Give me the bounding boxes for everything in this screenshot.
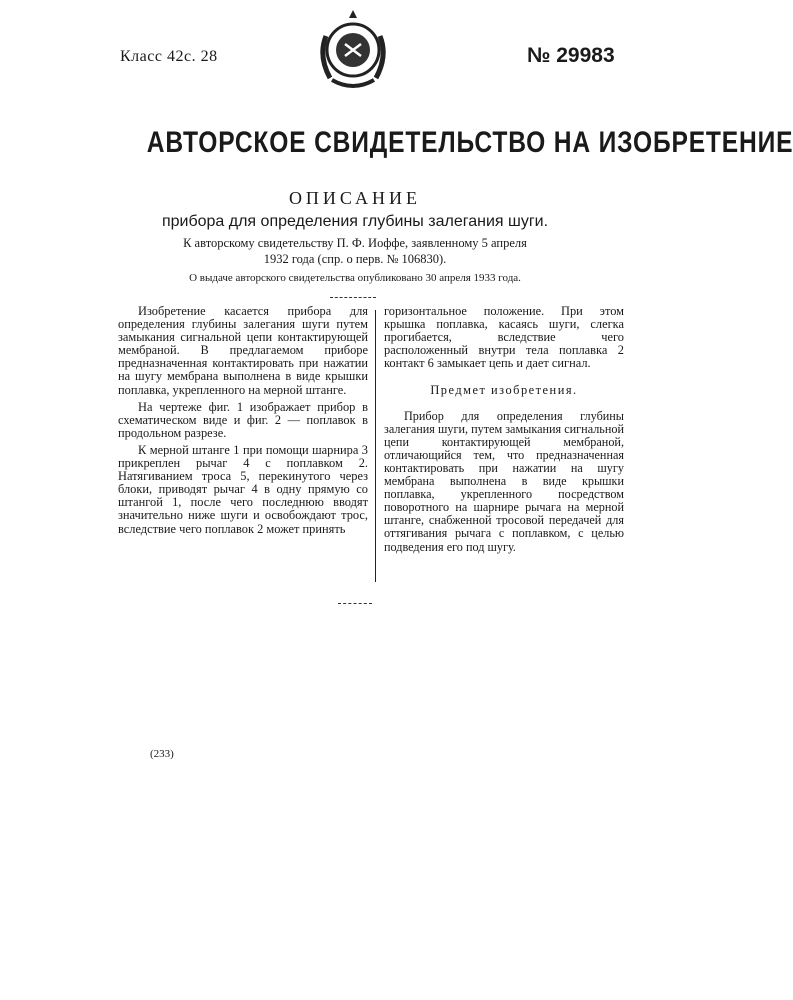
publication-note: О выдаче авторского свидетельства опубликовано 30 апреля 1933 года. bbox=[189, 272, 521, 284]
paragraph-mechanism: К мерной штанге 1 при помощи шарнира 3 прикреплен рычаг 4 с поплавком 2. Натягиванием троса 5, перекинутого через блоки, приводят рычаг 4 в одну прямую со штангой 1, после чего последнюю вводят значительно ниже шуги и освобождают трос, вследствие чего поплавок 2 может принять bbox=[118, 442, 368, 536]
print-code: (233) bbox=[150, 748, 174, 760]
invention-subtitle: прибора для определения глубины залегания шуги. bbox=[161, 213, 549, 230]
claim-heading: Предмет изобретения. bbox=[430, 383, 578, 398]
reference-line-2: 1932 года (спр. о перв. № 106830). bbox=[263, 252, 447, 266]
right-column bbox=[384, 305, 624, 554]
reference-line-1: К авторскому свидетельству П. Ф. Иоффе, заявленному 5 апреля bbox=[183, 236, 527, 250]
paragraph-intro: Изобретение касается прибора для определения глубины залегания шуги путем замыкания сигнальной цепи контактирующей мембраной. В предлагаемом приборе предназначенная контактировать при нажатии на шугу мембрана выполнена в виде крышки поплавка, укрепленного на мерной штанге. bbox=[118, 304, 368, 397]
bottom-divider bbox=[338, 603, 372, 604]
class-label: Класс 42с. 28 bbox=[120, 48, 218, 65]
paragraph-continuation: горизонтальное положение. При этом крышка поплавка, касаясь шуги, слегка прогибается, вследствие чего расположенный внутри тела поплавка 2 контакт 6 замыкает цепь и дает сигнал. bbox=[384, 304, 624, 371]
document-title: АВТОРСКОЕ СВИДЕТЕЛЬСТВО НА ИЗОБРЕТЕНИЕ bbox=[146, 126, 793, 159]
state-emblem-icon bbox=[312, 6, 394, 96]
claim-text: Прибор для определения глубины залегания шуги, путем замыкания сигнальной цепи контактирующей мембраной, отличающийся тем, что предназначенная контактировать при нажатии на шугу мембрана выполнена в виде крышки поплавка, укрепленного посредством поворотного на шарнире рычага на мерной штанге, снабженной тросовой передачей для оттягивания рычага с поплавком, с целью подведения его под шугу. bbox=[384, 408, 624, 554]
column-divider bbox=[375, 310, 376, 582]
left-column bbox=[118, 305, 368, 536]
top-divider bbox=[330, 297, 376, 298]
paragraph-drawing: На чертеже фиг. 1 изображает прибор в схематическом виде и фиг. 2 — поплавок в продольном разрезе. bbox=[118, 399, 368, 440]
description-heading: ОПИСАНИЕ bbox=[288, 188, 422, 208]
patent-number: № 29983 bbox=[527, 44, 615, 67]
